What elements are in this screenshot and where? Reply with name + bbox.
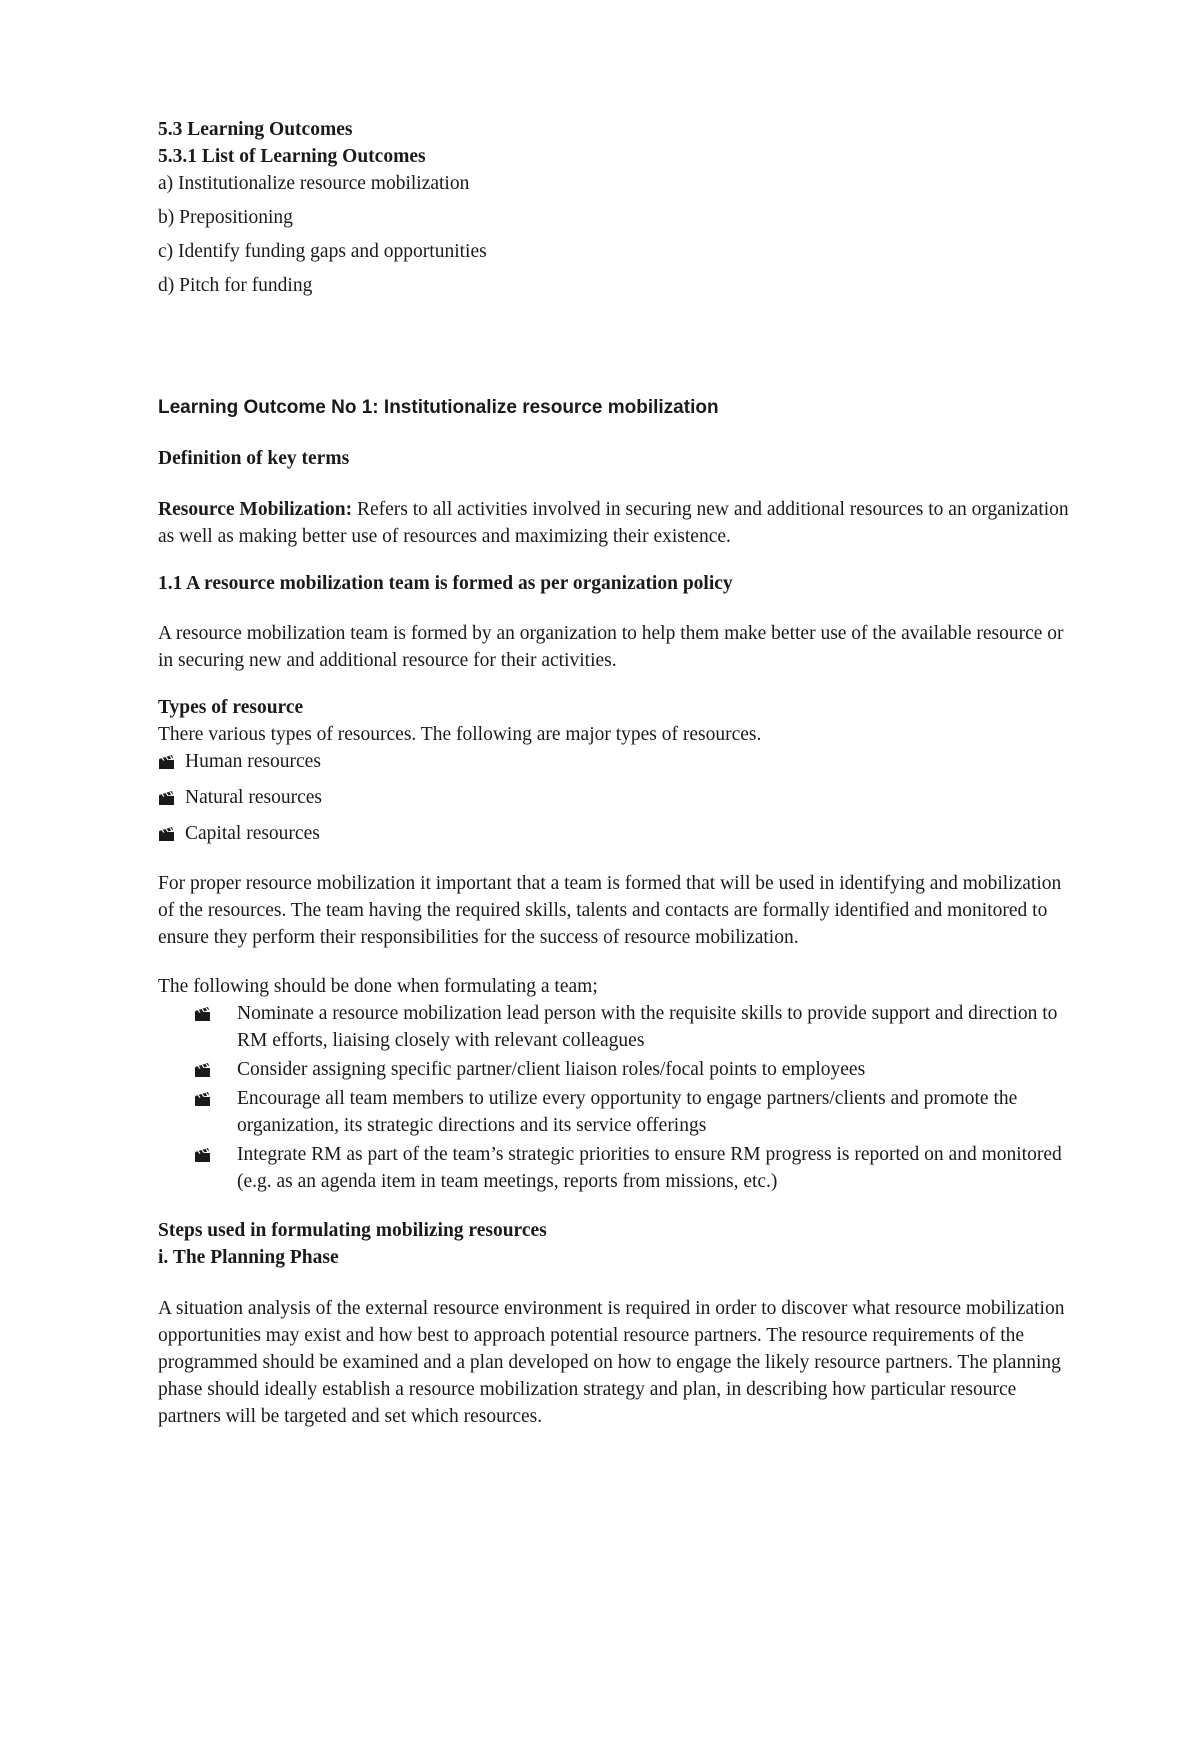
- planning-paragraph: A situation analysis of the external resource environment is required in order to discover what resource mobilization opportunities may exist and how best to approach potential resource partners. The resource requirements of the programmed should be examined and a plan developed on how to engage the likely resource partners. The planning phase should ideally establish a resource mobilization strategy and plan, in describing how particular resource partners will be targeted and set which resources.: [158, 1298, 1065, 1427]
- team-intro: The following should be done when formulating a team;: [158, 976, 598, 997]
- list-item-text: Integrate RM as part of the team’s strategic priorities to ensure RM progress is reported on and monitored (e.g. as an agenda item in team meetings, reports from missions, etc.): [237, 1144, 1062, 1192]
- list-item: b) Prepositioning: [158, 207, 293, 228]
- clapperboard-icon: [158, 790, 176, 806]
- planning-phase-heading: i. The Planning Phase: [158, 1247, 339, 1268]
- types-intro: There various types of resources. The following are major types of resources.: [158, 724, 762, 745]
- list-item-text: Natural resources: [185, 787, 322, 808]
- list-item: d) Pitch for funding: [158, 275, 313, 296]
- list-item: [158, 784, 1078, 811]
- list-item: [158, 820, 1078, 847]
- list-item: a) Institutionalize resource mobilization: [158, 173, 470, 194]
- list-item: [158, 748, 1078, 775]
- team-paragraph: A resource mobilization team is formed by an organization to help them make better use of the available resource or in securing new and additional resource for their activities.: [158, 623, 1064, 671]
- clapperboard-icon: [194, 1091, 212, 1107]
- section-title: 5.3 Learning Outcomes: [158, 119, 353, 140]
- document-page: [158, 116, 1078, 1430]
- list-item: [194, 1056, 1078, 1083]
- heading-1-1: 1.1 A resource mobilization team is formed as per organization policy: [158, 573, 733, 594]
- definitions-heading: Definition of key terms: [158, 448, 350, 469]
- clapperboard-icon: [158, 754, 176, 770]
- subsection-title: 5.3.1 List of Learning Outcomes: [158, 146, 426, 167]
- list-item: [194, 1000, 1078, 1054]
- list-item: c) Identify funding gaps and opportunities: [158, 241, 487, 262]
- learning-outcome-heading: Learning Outcome No 1: Institutionalize resource mobilization: [158, 397, 719, 418]
- clapperboard-icon: [194, 1006, 212, 1022]
- list-item: [194, 1085, 1078, 1139]
- definition-text: Refers to all activities involved in securing new and additional resources to an organization as well as making better use of resources and maximizing their existence.: [158, 499, 1069, 547]
- clapperboard-icon: [158, 826, 176, 842]
- list-item-text: Human resources: [185, 751, 321, 772]
- list-item: [194, 1141, 1078, 1195]
- proper-mobilization-paragraph: For proper resource mobilization it important that a team is formed that will be used in identifying and mobilization of the resources. The team having the required skills, talents and contacts are formally identified and monitored to ensure they perform their responsibilities for the success of resource mobilization.: [158, 873, 1062, 948]
- list-item-text: Consider assigning specific partner/client liaison roles/focal points to employees: [237, 1059, 866, 1080]
- definition-paragraph: [158, 496, 1078, 550]
- outcomes-list: [158, 170, 1078, 299]
- team-steps-list: [158, 1000, 1078, 1195]
- list-item-text: Encourage all team members to utilize every opportunity to engage partners/clients and promote the organization, its strategic directions and its service offerings: [237, 1088, 1018, 1136]
- clapperboard-icon: [194, 1062, 212, 1078]
- list-item-text: Nominate a resource mobilization lead person with the requisite skills to provide support and direction to RM efforts, liaising closely with relevant colleagues: [237, 1003, 1058, 1051]
- clapperboard-icon: [194, 1147, 212, 1163]
- types-heading: Types of resource: [158, 697, 304, 718]
- list-item-text: Capital resources: [185, 823, 320, 844]
- types-list: [158, 748, 1078, 847]
- steps-heading: Steps used in formulating mobilizing resources: [158, 1220, 547, 1241]
- definition-term: Resource Mobilization:: [158, 499, 353, 520]
